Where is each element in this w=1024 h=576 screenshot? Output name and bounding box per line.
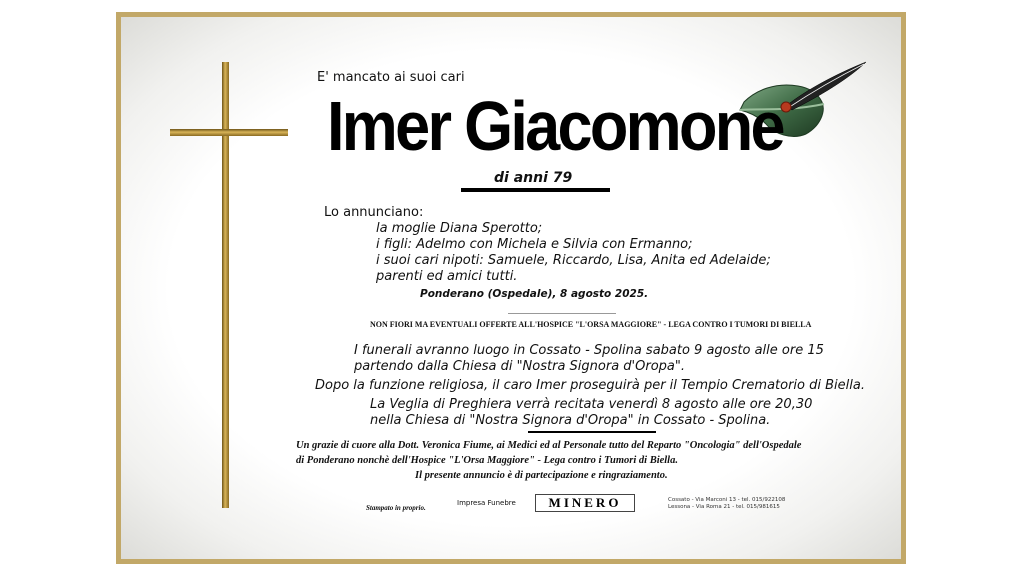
company-address: Cossato - Via Marconi 13 - tel. 015/922108 [668, 497, 786, 503]
place-date: Ponderano (Ospedale), 8 agosto 2025. [420, 288, 649, 300]
company-logo: MINERO [535, 494, 635, 512]
thanks-line: Il presente annuncio è di partecipazione e ringraziamento. [415, 470, 668, 481]
no-flowers-notice: NON FIORI MA EVENTUALI OFFERTE ALL'HOSPICE "L'ORSA MAGGIORE" - LEGA CONTRO I TUMORI DI BIELLA [370, 320, 812, 329]
funeral-line: I funerali avranno luogo in Cossato - Spolina sabato 9 agosto alle ore 15 [354, 343, 824, 358]
family-line: i figli: Adelmo con Michela e Silvia con Ermanno; [376, 237, 693, 252]
cross-icon-horizontal [170, 129, 288, 136]
divider [528, 431, 656, 433]
deceased-name: Imer Giacomone [327, 87, 783, 165]
family-line: la moglie Diana Sperotto; [376, 221, 543, 236]
printed-note: Stampato in proprio. [366, 504, 426, 512]
funeral-line: partendo dalla Chiesa di "Nostra Signora d'Oropa". [354, 359, 685, 374]
announced-by-label: Lo annunciano: [324, 205, 424, 220]
thanks-line: Un grazie di cuore alla Dott. Veronica Fiume, ai Medici ed al Personale tutto del Reparto "Oncologia" dell'Ospedale [296, 440, 802, 451]
family-line: i suoi cari nipoti: Samuele, Riccardo, Lisa, Anita ed Adelaide; [376, 253, 771, 268]
intro-text: E' mancato ai suoi cari [317, 70, 465, 85]
thanks-line: di Ponderano nonchè dell'Hospice "L'Orsa Maggiore" - Lega contro i Tumori di Biella. [296, 455, 678, 466]
divider [461, 188, 610, 192]
family-line: parenti ed amici tutti. [376, 269, 518, 284]
funeral-line: Dopo la funzione religiosa, il caro Imer proseguirà per il Tempio Crematorio di Biella. [315, 378, 865, 393]
age-text: di anni 79 [494, 170, 573, 186]
divider [508, 313, 616, 314]
funeral-line: La Veglia di Preghiera verrà recitata venerdì 8 agosto alle ore 20,30 [370, 397, 813, 412]
funeral-line: nella Chiesa di "Nostra Signora d'Oropa" in Cossato - Spolina. [370, 413, 771, 428]
company-label: Impresa Funebre [457, 499, 516, 507]
company-address: Lessona - Via Roma 21 - tel. 015/981615 [668, 504, 780, 510]
